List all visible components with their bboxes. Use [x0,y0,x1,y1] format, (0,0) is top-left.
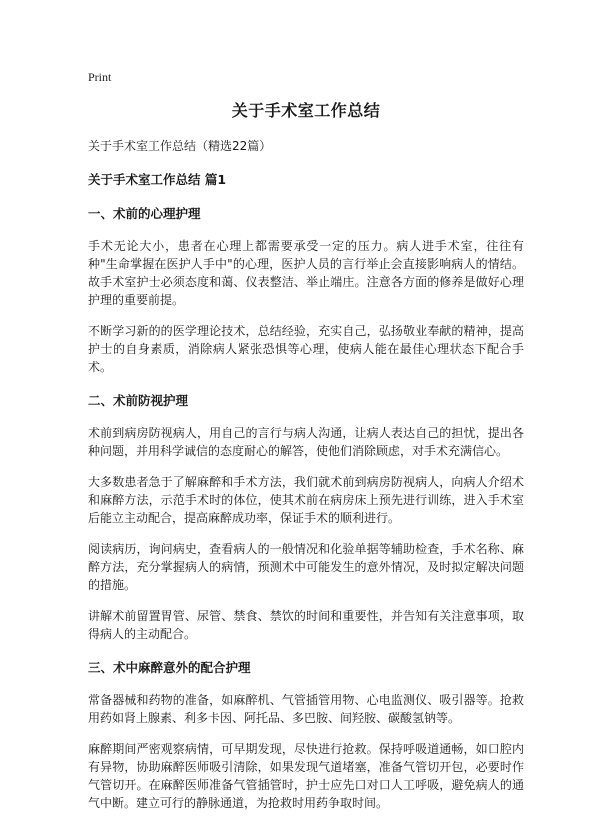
document-page [88,98,524,825]
document-title: 关于手术室工作总结 [231,101,381,120]
paragraph: 大多数患者急于了解麻醉和手术方法，我们就术前到病房防视病人，向病人介绍术和麻醉方法，示范手术时的体位，使其术前在病房床上预先进行训练，进入手术室后能立主动配合，提高麻醉成功率，保证手术的顺利进行。 [88,475,524,525]
paragraph: 阅读病历，询问病史，查看病人的一般情况和化验单据等辅助检查，手术名称、麻醉方法，充分掌握病人的病情，预测术中可能发生的意外情况，及时拟定解决问题的措施。 [88,542,524,592]
paragraph: 麻醉期间严密观察病情，可早期发现，尽快进行抢救。保持呼吸道通畅，如口腔内有异物，协助麻醉医师吸引清除，如果发现气道堵塞，准备气管切开包，必要时作气管切开。在麻醉医师准备气管插管时，护士应先口对口人工呼吸，避免病人的通气中断。建立可行的静脉通道，为抢救时用药争取时间。 [88,742,524,810]
article-title: 关于手术室工作总结 篇1 [88,172,227,187]
section-pre-op-psychological-care [88,204,524,376]
section-heading: 三、术中麻醉意外的配合护理 [88,660,251,675]
section-heading: 二、术前防视护理 [88,393,189,408]
section-pre-op-visit-care [88,391,524,643]
paragraph: 不断学习新的的医学理论技术，总结经验，充实自己，弘扬敬业奉献的精神，提高护士的自身素质，消除病人紧张恐惧等心理，使病人能在最佳心理状态下配合手术。 [88,324,524,374]
paragraph: 常备器械和药物的准备，如麻醉机、气管插管用物、心电监测仪、吸引器等。抢救用药如肾上腺素、利多卡因、阿托品、多巴胺、间羟胺、碳酸氢钠等。 [88,693,524,725]
paragraph: 术前到病房防视病人，用自己的言行与病人沟通，让病人表达自己的担忧，提出各种问题，并用科学诚信的态度耐心的解答，使他们消除顾虑，对手术充满信心。 [88,426,524,458]
paragraph: 手术无论大小，患者在心理上都需要承受一定的压力。病人进手术室，往往有种"生命掌握在医护人手中"的心理，医护人员的言行举止会直接影响病人的情结。故手术室护士必须态度和蔼、仪表整洁、举止端庄。注意各方面的修养是做好心理护理的重要前提。 [88,239,524,307]
paragraph: 讲解术前留置胃管、尿管、禁食、禁饮的时间和重要性，并告知有关注意事项，取得病人的主动配合。 [88,609,524,641]
document-subtitle: 关于手术室工作总结（精选22篇） [88,139,272,153]
section-heading: 一、术前的心理护理 [88,206,201,221]
print-link[interactable]: Print [88,70,112,84]
section-intra-op-anesthesia-care [88,658,524,812]
